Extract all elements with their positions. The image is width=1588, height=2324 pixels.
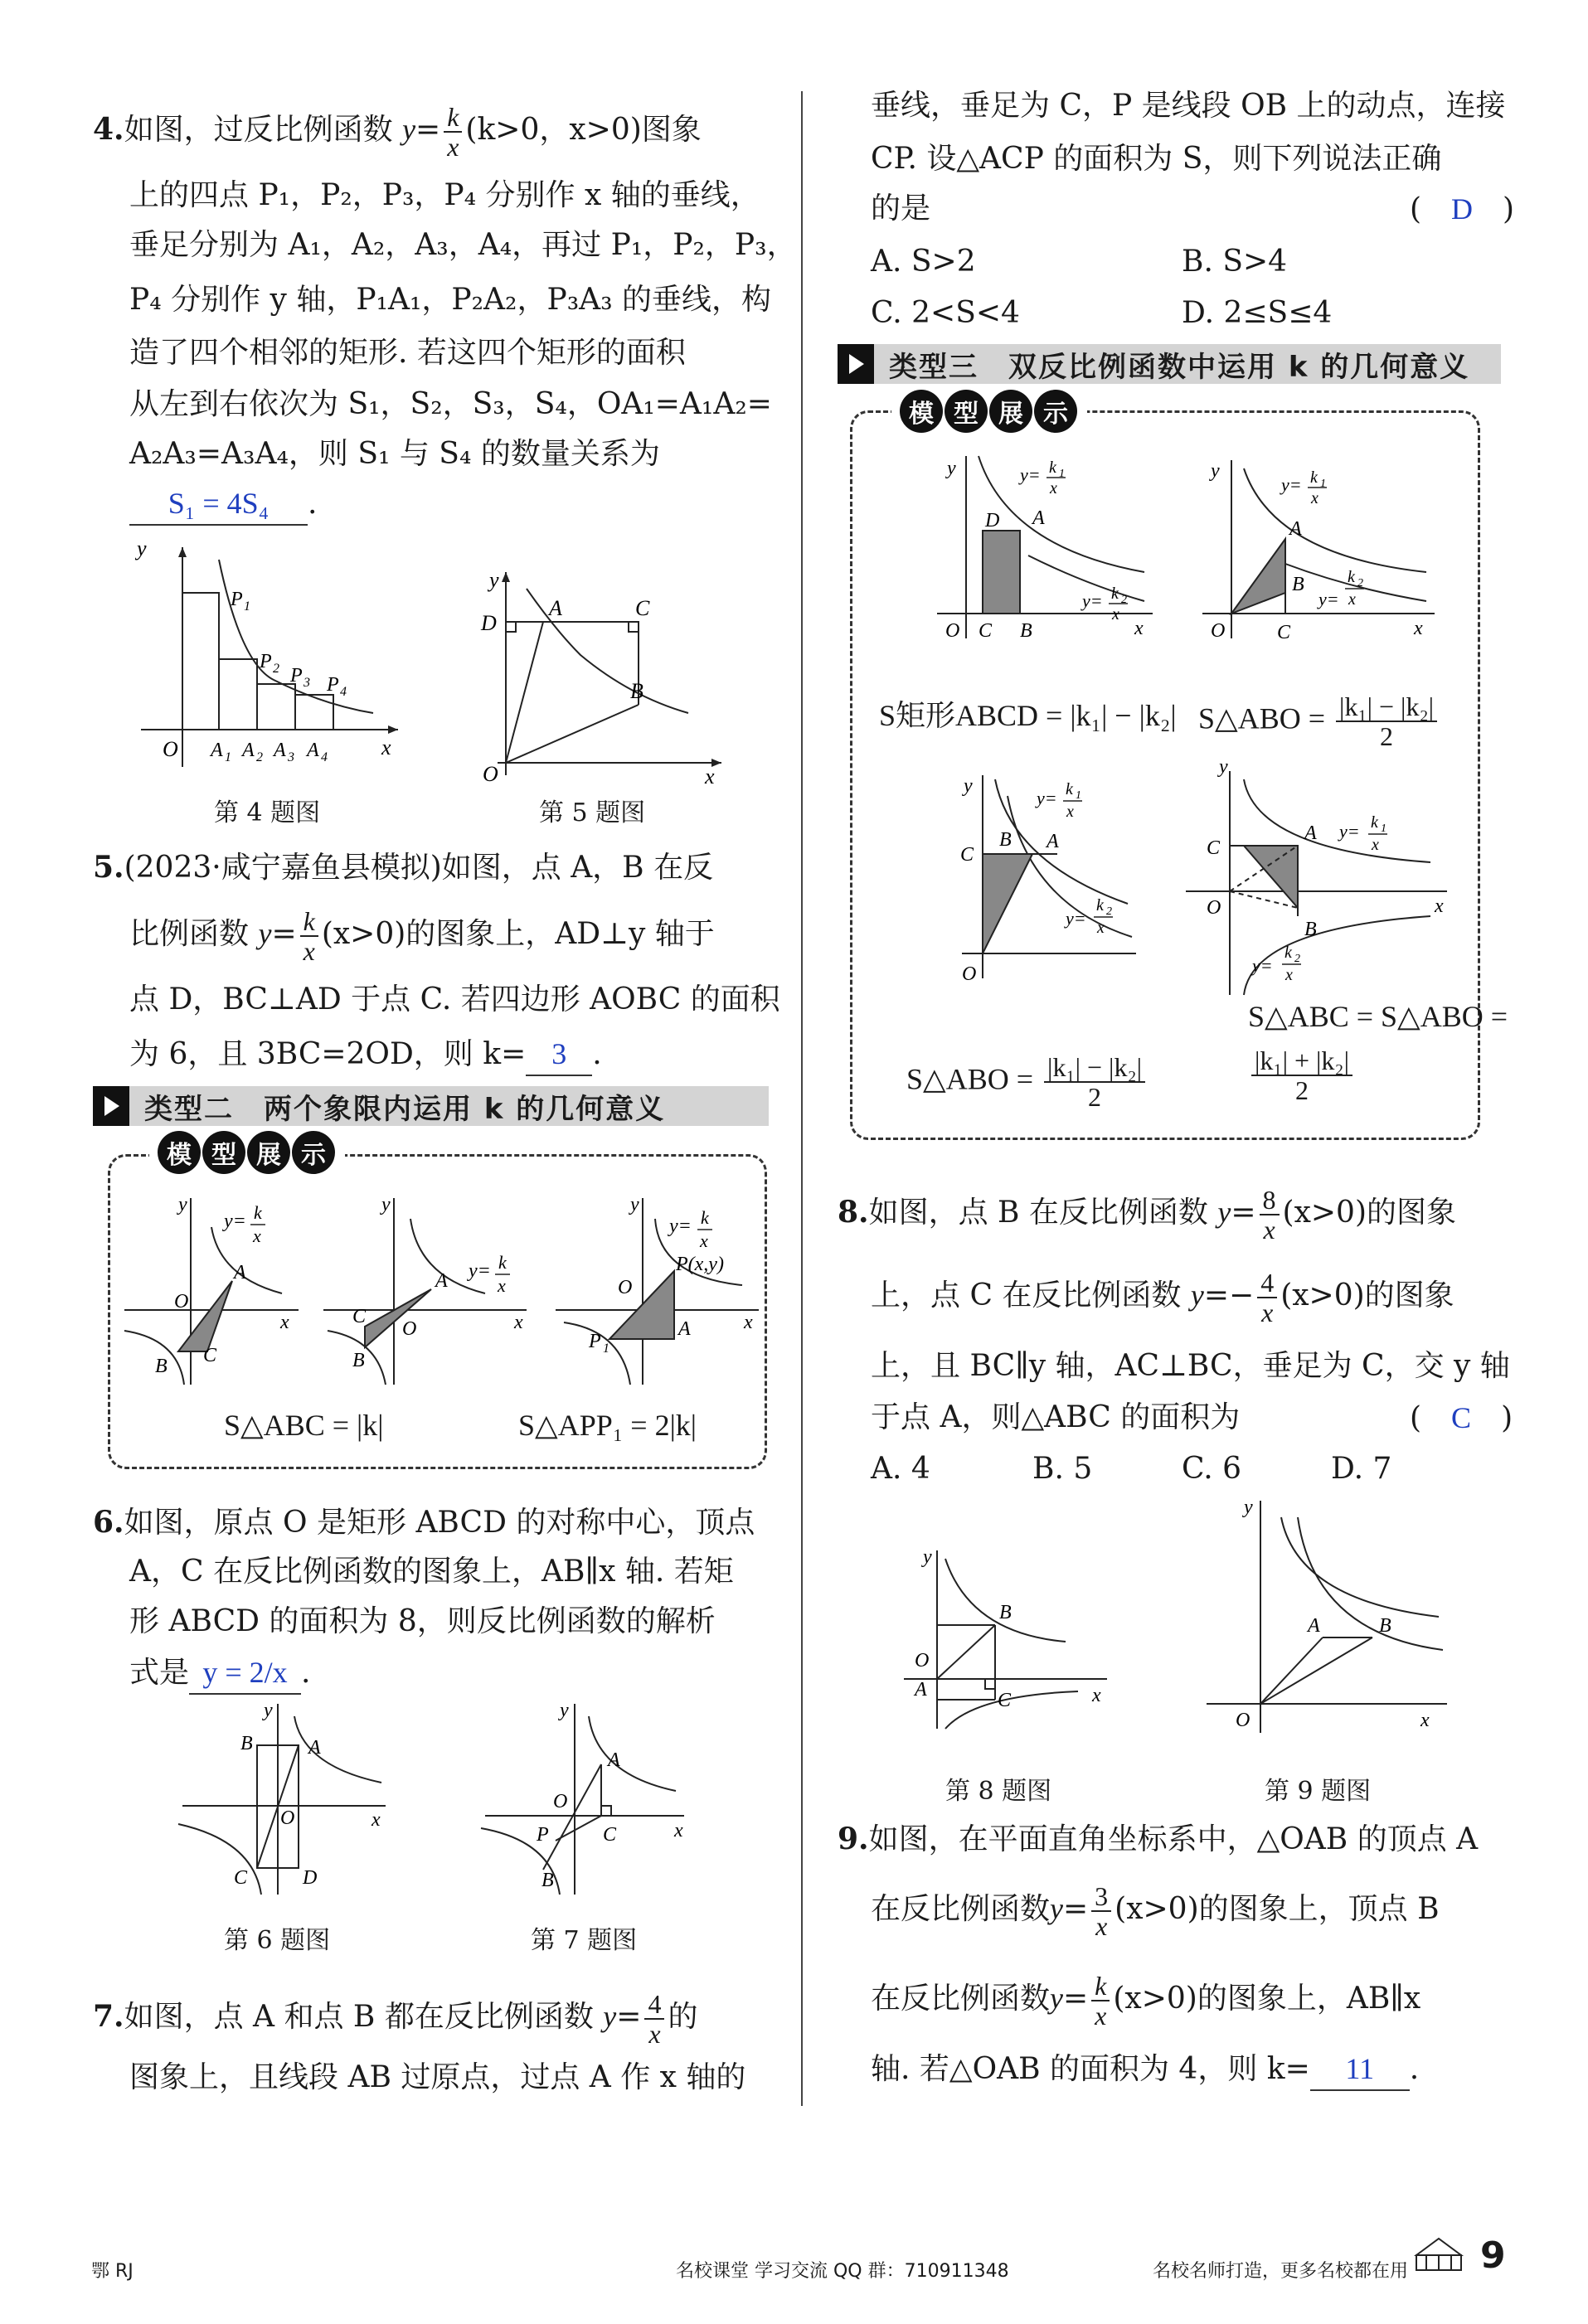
- svg-text:y: y: [137, 539, 147, 560]
- q8-figure: [900, 1542, 1115, 1733]
- svg-text:k: k: [1066, 780, 1073, 798]
- svg-text:y: y: [381, 1194, 391, 1215]
- svg-text:x: x: [1372, 836, 1379, 854]
- play-icon: [93, 1086, 129, 1126]
- q8-figure-caption: 第 8 题图: [945, 1777, 1052, 1806]
- svg-text:P: P: [260, 651, 272, 672]
- q8-line2: 上，点 C 在反比例函数 y=− $\frac{4}{x}$ (x>0)的图象: [871, 1268, 1454, 1327]
- type3-figure4: [1182, 754, 1455, 1003]
- svg-text:x: x: [1311, 489, 1318, 507]
- svg-text:y: y: [1219, 756, 1228, 778]
- q7-answer: D: [1451, 192, 1474, 226]
- q4-answer-line: S₁ = 4S₄ .: [129, 479, 317, 529]
- svg-text:y: y: [630, 1194, 639, 1215]
- svg-text:x: x: [1414, 618, 1423, 639]
- svg-text:A: A: [549, 596, 562, 620]
- svg-text:2: 2: [273, 662, 279, 676]
- svg-text:y: y: [947, 458, 956, 479]
- svg-text:k: k: [1049, 458, 1056, 477]
- q6-line3: 形 ABCD 的面积为 8，则反比例函数的解析: [129, 1604, 716, 1638]
- svg-text:B: B: [630, 679, 643, 703]
- svg-text:x: x: [372, 1809, 381, 1831]
- svg-text:P: P: [327, 674, 339, 696]
- q7-option-a: A. S>2: [871, 245, 976, 279]
- svg-text:O: O: [915, 1650, 930, 1671]
- svg-text:A: A: [242, 740, 255, 761]
- q6-figure-caption: 第 6 题图: [224, 1926, 331, 1955]
- svg-text:k: k: [1111, 585, 1119, 603]
- q4-line2: 上的四点 P₁，P₂，P₃，P₄ 分别作 x 轴的垂线，: [129, 178, 760, 212]
- page-number: 9: [1480, 2234, 1506, 2277]
- q8-option-b: B. 5: [1032, 1452, 1093, 1486]
- type2-figure3: [551, 1186, 767, 1393]
- svg-text:x: x: [1050, 479, 1057, 497]
- svg-text:A: A: [1304, 822, 1317, 844]
- svg-text:C: C: [603, 1824, 617, 1846]
- svg-text:k: k: [1310, 468, 1318, 487]
- svg-text:B: B: [1379, 1615, 1391, 1637]
- q4-line5: 造了四个相邻的矩形. 若这四个矩形的面积: [129, 336, 686, 370]
- svg-text:P: P: [231, 589, 243, 610]
- svg-text:y=: y=: [1020, 464, 1041, 485]
- svg-text:k: k: [254, 1202, 262, 1223]
- svg-text:P(x,y): P(x,y): [676, 1254, 724, 1275]
- q4-line7: A₂A₃=A₃A₄，则 S₁ 与 S₄ 的数量关系为: [129, 437, 660, 471]
- svg-text:B: B: [999, 1602, 1012, 1623]
- svg-text:C: C: [1277, 622, 1291, 643]
- model-badge: 模 型 展 示: [891, 390, 1087, 433]
- svg-text:y=: y=: [1339, 821, 1360, 842]
- type3-formula1: S矩形ABCD = |k₁| − |k₂|: [879, 699, 1177, 732]
- svg-text:A: A: [678, 1318, 691, 1340]
- svg-text:C: C: [998, 1690, 1012, 1711]
- svg-text:O: O: [163, 737, 178, 761]
- q9-line2: 在反比例函数y= $\frac{3}{x}$ (x>0)的图象上，顶点 B: [871, 1881, 1440, 1941]
- svg-text:k: k: [1284, 944, 1292, 962]
- svg-text:1: 1: [603, 1342, 609, 1356]
- svg-text:A: A: [1047, 831, 1059, 852]
- q8-line1: 8.如图，点 B 在反比例函数 y= $\frac{8}{x}$ (x>0)的图象: [838, 1185, 1457, 1244]
- svg-text:3: 3: [288, 750, 294, 764]
- q7-line5: 的是: [871, 192, 931, 226]
- q9-answer: 11: [1310, 2048, 1410, 2091]
- q8-line3: 上，且 BC∥y 轴，AC⊥BC，垂足为 C，交 y 轴: [871, 1349, 1510, 1383]
- svg-text:1: 1: [1076, 789, 1081, 802]
- svg-text:x: x: [1420, 1710, 1430, 1731]
- svg-text:C: C: [234, 1867, 248, 1889]
- q4-line6: 从左到右依次为 S₁，S₂，S₃，S₄，OA₁=A₁A₂=: [129, 387, 772, 421]
- svg-text:x: x: [705, 764, 715, 788]
- svg-text:y: y: [178, 1194, 187, 1215]
- type3-formula2: S△ABO = $\frac{\text{|k₁| − |k₂|}}{2}$: [1198, 692, 1440, 750]
- svg-text:A: A: [234, 1262, 246, 1283]
- q8-number: 8.: [838, 1195, 869, 1230]
- svg-text:A: A: [915, 1679, 927, 1701]
- svg-text:x: x: [1348, 590, 1356, 609]
- q7-option-b: B. S>4: [1182, 245, 1288, 279]
- q6-line4: 式是 y = 2/x .: [129, 1648, 310, 1698]
- svg-text:C: C: [1207, 837, 1221, 859]
- svg-text:O: O: [1236, 1710, 1250, 1731]
- svg-text:1: 1: [244, 599, 250, 614]
- q7-line4: CP. 设△ACP 的面积为 S，则下列说法正确: [871, 142, 1442, 176]
- svg-text:A: A: [1308, 1615, 1320, 1637]
- q6-line2: A，C 在反比例函数的图象上，AB∥x 轴. 若矩: [129, 1555, 734, 1589]
- q8-line4: 于点 A，则△ABC 的面积为: [871, 1400, 1241, 1434]
- svg-text:2: 2: [1294, 953, 1300, 965]
- svg-text:k: k: [498, 1252, 507, 1273]
- type2-figure2: [319, 1186, 535, 1393]
- svg-text:O: O: [962, 963, 977, 985]
- svg-text:C: C: [203, 1345, 217, 1366]
- q4-answer: S₁ = 4S₄: [129, 483, 308, 526]
- q6-figure: [174, 1700, 398, 1899]
- footer-slogan: 名校名师打造，更多名校都在用: [1153, 2261, 1409, 2282]
- q7-figure: [477, 1700, 692, 1899]
- svg-text:x: x: [514, 1312, 523, 1333]
- svg-text:x: x: [1435, 895, 1444, 917]
- svg-text:O: O: [280, 1807, 295, 1829]
- svg-text:x: x: [700, 1230, 708, 1251]
- svg-text:x: x: [1134, 618, 1144, 639]
- type3-figure2: [1194, 448, 1443, 655]
- q7-option-c: C. 2<S<4: [871, 296, 1020, 330]
- svg-text:D: D: [303, 1867, 318, 1889]
- svg-text:y=: y=: [224, 1211, 246, 1232]
- svg-text:A: A: [274, 740, 286, 761]
- svg-text:A: A: [308, 1737, 321, 1759]
- q9-figure-caption: 第 9 题图: [1265, 1777, 1372, 1806]
- model-badge: 模 型 展 示: [149, 1131, 345, 1174]
- q9-line1: 9.如图，在平面直角坐标系中，△OAB 的顶点 A: [838, 1822, 1479, 1856]
- svg-text:C: C: [960, 844, 974, 866]
- svg-text:y=: y=: [1066, 908, 1086, 929]
- svg-text:A: A: [211, 740, 223, 761]
- footer-edition: 鄂 RJ: [91, 2261, 134, 2282]
- svg-text:y: y: [1244, 1497, 1253, 1518]
- q8-option-c: C. 6: [1182, 1452, 1242, 1486]
- svg-text:C: C: [352, 1306, 367, 1327]
- svg-text:B: B: [999, 829, 1012, 851]
- q9-number: 9.: [838, 1822, 869, 1856]
- type3-figure3: [945, 763, 1144, 987]
- q4-line4: P₄ 分别作 y 轴，P₁A₁，P₂A₂，P₃A₃ 的垂线，构: [129, 283, 772, 317]
- svg-text:y: y: [264, 1700, 273, 1721]
- q9-figure: [1198, 1492, 1455, 1741]
- q5-number: 5.: [93, 850, 124, 885]
- svg-text:1: 1: [225, 750, 231, 764]
- q5-line3: 点 D，BC⊥AD 于点 C. 若四边形 AOBC 的面积: [129, 982, 780, 1016]
- svg-text:B: B: [541, 1870, 554, 1891]
- svg-text:O: O: [945, 620, 960, 642]
- svg-text:x: x: [674, 1820, 683, 1841]
- svg-text:4: 4: [340, 685, 347, 699]
- svg-text:2: 2: [1106, 905, 1112, 918]
- svg-text:O: O: [402, 1318, 417, 1340]
- svg-text:y: y: [489, 568, 499, 592]
- column-divider: [801, 91, 803, 2106]
- svg-text:y=: y=: [469, 1260, 491, 1282]
- svg-text:3: 3: [304, 676, 310, 690]
- svg-text:B: B: [155, 1356, 168, 1377]
- svg-text:y=: y=: [1318, 589, 1339, 609]
- q7-line3: 垂线，垂足为 C，P 是线段 OB 上的动点，连接: [871, 89, 1506, 123]
- svg-text:B: B: [1292, 574, 1304, 595]
- svg-text:k: k: [1348, 568, 1355, 586]
- svg-text:2: 2: [1357, 577, 1363, 589]
- q4-number: 4.: [93, 112, 124, 147]
- svg-text:x: x: [253, 1225, 261, 1246]
- q7-option-d: D. 2≤S≤4: [1182, 296, 1333, 330]
- svg-text:k: k: [1096, 896, 1104, 915]
- q5-figure: [464, 564, 730, 788]
- q7-figure-caption: 第 7 题图: [531, 1926, 638, 1955]
- svg-text:x: x: [381, 735, 391, 759]
- type3-formula4: S△ABC = S△ABO =: [1248, 1000, 1508, 1033]
- svg-text:O: O: [618, 1277, 633, 1298]
- type3-header: 类型三 双反比例函数中运用 k 的几何意义: [838, 344, 1501, 384]
- q5-line2: 比例函数 y= $\frac{k}{x}$ (x>0)的图象上，AD⊥y 轴于: [129, 906, 715, 966]
- svg-text:y=: y=: [1252, 955, 1273, 976]
- type3-figure1: [929, 448, 1161, 655]
- q6-number: 6.: [93, 1505, 124, 1540]
- svg-text:4: 4: [321, 750, 328, 764]
- svg-text:k: k: [701, 1207, 709, 1228]
- svg-text:B: B: [1304, 919, 1317, 940]
- svg-text:C: C: [979, 620, 993, 642]
- svg-text:O: O: [553, 1791, 568, 1812]
- publisher-logo-icon: [1410, 2230, 1468, 2280]
- svg-text:y: y: [964, 775, 973, 797]
- svg-text:x: x: [1097, 919, 1105, 937]
- svg-text:x: x: [744, 1312, 753, 1333]
- q4-figure-caption: 第 4 题图: [214, 798, 321, 827]
- svg-text:D: D: [481, 611, 497, 635]
- type2-figure1: [116, 1186, 315, 1393]
- svg-text:y: y: [923, 1546, 932, 1568]
- svg-text:A: A: [608, 1749, 620, 1771]
- svg-text:C: C: [635, 596, 650, 620]
- svg-text:D: D: [985, 510, 1000, 531]
- q5-line1: 5.(2023·咸宁嘉鱼县模拟)如图，点 A，B 在反: [93, 850, 714, 885]
- svg-text:P: P: [290, 665, 303, 687]
- svg-text:B: B: [352, 1350, 365, 1371]
- svg-text:1: 1: [1320, 478, 1326, 490]
- q5-figure-caption: 第 5 题图: [539, 798, 646, 827]
- svg-text:P: P: [589, 1331, 601, 1352]
- svg-text:y=: y=: [1082, 590, 1103, 611]
- q5-answer: 3: [526, 1033, 592, 1076]
- q9-line3: 在反比例函数y= $\frac{k}{x}$ (x>0)的图象上，AB∥x: [871, 1971, 1421, 2030]
- svg-text:A: A: [1032, 507, 1045, 529]
- q7-line2: 图象上，且线段 AB 过原点，过点 A 作 x 轴的: [129, 2060, 746, 2094]
- svg-text:x: x: [1066, 803, 1074, 821]
- q8-option-d: D. 7: [1331, 1452, 1392, 1486]
- svg-text:O: O: [174, 1291, 189, 1312]
- q4-line3: 垂足分别为 A₁，A₂，A₃，A₄，再过 P₁，P₂，P₃，: [129, 228, 797, 262]
- svg-text:A: A: [435, 1270, 448, 1292]
- type2-header: 类型二 两个象限内运用 k 的几何意义: [93, 1086, 769, 1126]
- q5-line4: 为 6，且 3BC=2OD，则 k= 3 .: [129, 1030, 602, 1080]
- q4-line1: 4.如图，过反比例函数 y= $\frac{k}{x}$ (k>0，x>0)图象: [93, 102, 702, 162]
- svg-text:A: A: [307, 740, 319, 761]
- type3-formula4-frac: $\frac{\text{|k₁| + |k₂|}}{2}$: [1248, 1046, 1356, 1104]
- svg-text:x: x: [1112, 605, 1119, 623]
- svg-text:O: O: [1211, 620, 1226, 642]
- q6-line1: 6.如图，原点 O 是矩形 ABCD 的对称中心，顶点: [93, 1505, 755, 1540]
- svg-text:2: 2: [256, 750, 263, 764]
- q7-line1: 7.如图，点 A 和点 B 都在反比例函数 y= $\frac{4}{x}$ 的: [93, 1989, 698, 2049]
- svg-text:y=: y=: [1281, 474, 1302, 495]
- svg-text:1: 1: [1059, 468, 1065, 480]
- q7-answer-bracket: ( D ): [1410, 192, 1515, 226]
- svg-text:B: B: [1020, 620, 1032, 642]
- type2-formula1: S△ABC = |k|: [224, 1409, 384, 1442]
- footer-qq-group: 名校课堂 学习交流 QQ 群：710911348: [676, 2261, 1009, 2282]
- svg-text:1: 1: [1381, 822, 1386, 835]
- type3-formula3: S△ABO = $\frac{\text{|k₁| − |k₂|}}{2}$: [906, 1053, 1149, 1111]
- svg-text:2: 2: [1121, 594, 1127, 606]
- svg-text:O: O: [1207, 897, 1221, 919]
- type2-formula2: S△APP₁ = 2|k|: [518, 1409, 697, 1442]
- svg-text:A: A: [1289, 518, 1302, 540]
- svg-text:x: x: [498, 1275, 506, 1296]
- svg-text:P: P: [537, 1824, 549, 1846]
- svg-text:x: x: [1092, 1685, 1101, 1706]
- svg-text:y: y: [1211, 460, 1220, 482]
- svg-text:x: x: [280, 1312, 289, 1333]
- q7-number: 7.: [93, 1999, 124, 2034]
- q8-answer-bracket: ( C ): [1410, 1401, 1513, 1435]
- svg-text:y=: y=: [669, 1215, 692, 1237]
- play-icon: [838, 344, 874, 384]
- svg-text:y=: y=: [1037, 788, 1057, 808]
- q4-figure: [133, 539, 415, 779]
- q9-line4: 轴. 若△OAB 的面积为 4，则 k= 11 .: [871, 2045, 1419, 2094]
- svg-text:O: O: [483, 762, 498, 786]
- svg-text:k: k: [1371, 813, 1378, 832]
- svg-text:y: y: [560, 1700, 569, 1721]
- q8-option-a: A. 4: [871, 1452, 930, 1486]
- svg-text:B: B: [240, 1733, 253, 1754]
- svg-text:x: x: [1285, 966, 1293, 984]
- q8-answer: C: [1451, 1401, 1472, 1434]
- q6-answer: y = 2/x: [189, 1652, 301, 1695]
